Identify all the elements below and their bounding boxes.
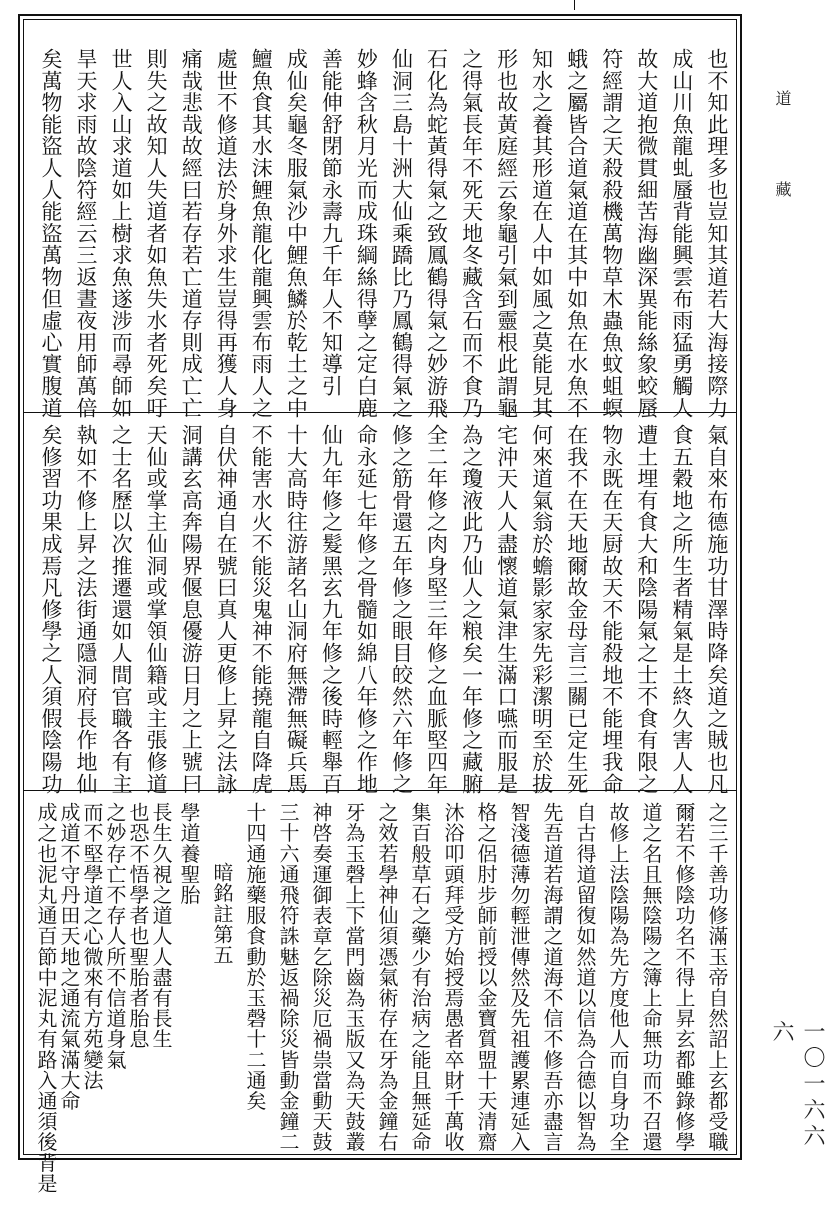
annotation-column: 成道不守丹田天地之通流氣滿大命 <box>57 802 81 1111</box>
text-column: 格之侶肘步師前授以金寶質盟十天清齋 <box>474 802 498 1153</box>
annotation-column: 成之也泥丸通百節中泥丸有路入通須後背是 <box>34 802 58 1194</box>
annotation-column: 也恐不悟學者也聖胎者胎息 <box>126 802 150 1050</box>
text-column: 道之名且無陰陽之簿上命無功而不召還 <box>639 802 663 1153</box>
text-column: 氣自來布德施功甘澤時降矣道之賊也凡 <box>704 424 729 795</box>
text-column: 學道養聖胎 <box>177 802 201 905</box>
text-column: 天仙或掌主仙洞或掌領仙籍或主張修道 <box>144 424 169 795</box>
text-column: 命永延七年修之骨髓如綿八年修之作地 <box>354 424 379 795</box>
text-column: 洞講玄高奔陽界偃息優游日月之上號曰 <box>179 424 204 795</box>
text-column: 自古得道留復如然道以信為合德以智為 <box>573 802 597 1153</box>
text-column: 矣修習功果成焉凡修學之人須假陰陽功 <box>39 424 63 795</box>
text-column: 在我不在天地爾故金母言三關已定生死 <box>564 424 589 795</box>
text-column: 故修上法陰陽為先方度他人而自身功全 <box>606 802 630 1153</box>
text-column: 也不知此理多也豈知其道若大海接際力 <box>704 48 729 419</box>
text-column: 故大道抱微貫細苦海幽深異能絲象蛟蜃 <box>634 48 659 419</box>
text-column: 十四通施藥服食動於玉磬十二通矣 <box>243 802 267 1111</box>
text-section-1 <box>30 48 738 419</box>
text-column: 爾若不修陰功名不得上昇玄都雖錄修學 <box>672 802 696 1153</box>
text-column: 矣萬物能盜人人能盜萬物但虛心實腹道 <box>39 48 63 419</box>
text-column: 為之瓊液此乃仙人之粮矣一年修之藏腑 <box>459 424 484 795</box>
page-frame <box>18 14 742 1194</box>
text-column: 修之筋骨還五年修之眼目皎然六年修之 <box>389 424 414 795</box>
text-column: 智淺德薄勿輕泄傳然及先祖護累連延入 <box>507 802 531 1153</box>
text-column: 沐浴叩頭拜受方始授焉愚者卒財千萬收 <box>441 802 465 1153</box>
page-number: 一〇一六六六 <box>769 1020 825 1150</box>
text-column: 成仙矣龜冬服氣沙中鯉魚鱗於乾土之中 <box>284 48 309 419</box>
text-column: 處世不修道法於身外求生豈得再獲人身 <box>214 48 239 419</box>
text-column: 之士名歷以次推遷還如人間官職各有主 <box>109 424 134 795</box>
text-section-2 <box>30 424 738 795</box>
text-column: 符經謂之天殺殺機萬物草木蟲魚蚊蛆螟 <box>599 48 624 419</box>
text-column: 食五穀地之所生者精氣是土終久害人人 <box>669 424 694 795</box>
text-column: 世人入山求道如上樹求魚遂涉而尋師如 <box>109 48 134 419</box>
page-frame-inner <box>23 19 737 1194</box>
collection-title: 道 藏 <box>773 90 792 225</box>
annotation-column: 長生久視之道人人盡有長生 <box>149 802 173 1050</box>
text-column: 善能伸舒閉節永壽九千年人不知導引 <box>319 48 344 397</box>
text-column: 形也故黃庭經云象龜引氣到靈根此謂龜 <box>494 48 519 419</box>
text-column: 仙洞三島十洲大仙乘蹻比乃鳳鶴得氣之 <box>389 48 414 419</box>
chapter-title: 暗銘註第五 <box>210 862 234 965</box>
text-column: 宅沖天人人盡懷道氣津生滿口嚥而服是 <box>494 424 519 795</box>
text-column: 全二年修之肉身堅三年修之血脈堅四年 <box>424 424 449 795</box>
text-section-3 <box>30 802 738 1194</box>
text-column: 仙九年修之髮黑玄九年修之後時輕舉百 <box>319 424 344 795</box>
text-column: 知水之養其形道在人中如風之莫能見其 <box>529 48 554 419</box>
text-column: 旱天求雨故陰符經云三返晝夜用師萬倍 <box>74 48 99 419</box>
text-column: 不能害水火不能災鬼神不能撓龍自降虎 <box>249 424 274 795</box>
text-column: 痛哉悲哉故經曰若存若亡道存則成亡亡 <box>179 48 204 419</box>
text-column: 何來道氣翁於蟾影家家先彩潔明至於拔 <box>529 424 554 795</box>
annotation-column: 而不堅學道之心微來有方苑變法 <box>80 802 104 1091</box>
text-column: 遭土埋有食大和陰陽氣之士不食有限之 <box>634 424 659 795</box>
text-column: 執如不修上昇之法街通隱洞府長作地仙 <box>74 424 99 795</box>
text-column: 集百般草石之藥少有治病之能且無延命 <box>408 802 432 1153</box>
annotation-column: 之妙存亡不存人所不信道身氣 <box>103 802 127 1070</box>
text-column: 蛾之屬皆合道氣道在其中如魚在水魚不 <box>564 48 589 419</box>
text-column: 鱣魚食其水沫鯉魚龍化龍興雲布雨人之 <box>249 48 274 419</box>
text-column: 物永既在天厨故天不能殺地不能埋我命 <box>599 424 624 795</box>
text-column: 石化為蛇黃得氣之致鳳鶴得氣之妙游飛 <box>424 48 449 419</box>
text-column: 之得氣長年不死天地冬藏含石而不食乃 <box>459 48 484 419</box>
text-column: 三十六通飛符誅魅返禍除災皆動金鐘二 <box>276 802 300 1153</box>
text-column: 之效若學神仙須憑氣術存在牙為金鐘右 <box>375 802 399 1153</box>
text-column: 成山川魚龍虬蜃背能興雲布雨猛勇觸人 <box>669 48 694 419</box>
text-column: 牙為玉磬上下當門齒為玉版又為天鼓叢 <box>342 802 366 1153</box>
text-column: 十大高時往游諸名山洞府無滯無礙兵馬 <box>284 424 309 795</box>
top-edge-tick <box>574 0 575 10</box>
text-column: 妙蜂含秋月光而成珠綱絲得孽之定白鹿 <box>354 48 379 419</box>
text-column: 先吾道若海謂之道海不信不修吾亦盡言 <box>540 802 564 1153</box>
text-column: 之三千善功修滿玉帝自然詔上玄都受職 <box>705 802 729 1153</box>
text-column: 則失之故知人失道者如魚失水者死矣吁 <box>144 48 169 419</box>
text-column: 自伏神通自在號曰真人更修上昇之法詠 <box>214 424 239 795</box>
text-column: 神啓奏運御表章乞除災厄禍祟當動天鼓 <box>309 802 333 1153</box>
